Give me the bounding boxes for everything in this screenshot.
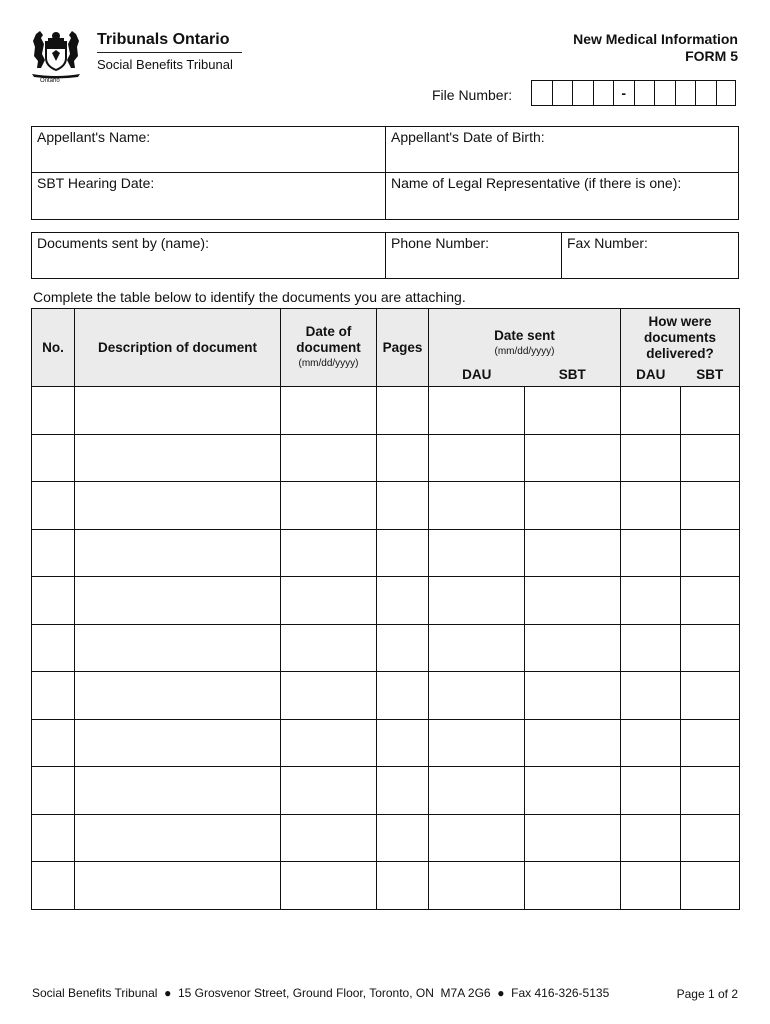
cell-delivered-dau[interactable] [621, 434, 681, 482]
file-number-box[interactable] [716, 80, 737, 106]
col-header-description: Description of document [75, 309, 281, 387]
form-title: New Medical Information [573, 31, 738, 47]
cell-delivered-dau[interactable] [621, 529, 681, 577]
cell-sent-sbt[interactable] [525, 624, 621, 672]
legal-rep-label: Name of Legal Representative (if there is one): [391, 175, 682, 191]
cell-sent-dau[interactable] [429, 672, 525, 720]
cell-pages[interactable] [377, 387, 429, 435]
cell-delivered-sbt[interactable] [681, 814, 740, 862]
cell-description[interactable] [75, 387, 281, 435]
cell-sent-sbt[interactable] [525, 434, 621, 482]
cell-pages[interactable] [377, 672, 429, 720]
file-number-box[interactable] [572, 80, 593, 106]
cell-date[interactable] [281, 434, 377, 482]
cell-pages[interactable] [377, 767, 429, 815]
cell-description[interactable] [75, 672, 281, 720]
fax-field[interactable] [562, 233, 738, 278]
file-number-box[interactable] [552, 80, 573, 106]
cell-delivered-sbt[interactable] [681, 434, 740, 482]
cell-date[interactable] [281, 387, 377, 435]
table-row [32, 482, 740, 530]
cell-sent-dau[interactable] [429, 862, 525, 910]
cell-sent-dau[interactable] [429, 719, 525, 767]
col-header-date-sent-label: Date sent [494, 327, 555, 343]
subheader-delivered-dau: DAU [621, 365, 681, 387]
cell-delivered-sbt[interactable] [681, 719, 740, 767]
cell-no[interactable] [32, 719, 75, 767]
cell-description[interactable] [75, 529, 281, 577]
legal-rep-field[interactable] [386, 173, 738, 219]
cell-pages[interactable] [377, 434, 429, 482]
cell-no[interactable] [32, 387, 75, 435]
footer-address: Social Benefits Tribunal ● 15 Grosvenor Street, Ground Floor, Toronto, ON M7A 2G6 ● Fax 416-326-5135 [32, 986, 610, 1000]
cell-sent-dau[interactable] [429, 624, 525, 672]
sent-by-field[interactable] [32, 233, 386, 278]
cell-date[interactable] [281, 624, 377, 672]
file-number-box[interactable] [675, 80, 696, 106]
cell-sent-sbt[interactable] [525, 862, 621, 910]
cell-description[interactable] [75, 624, 281, 672]
col-header-date-sent-format: (mm/dd/yyyy) [494, 345, 555, 357]
cell-delivered-sbt[interactable] [681, 482, 740, 530]
cell-pages[interactable] [377, 862, 429, 910]
cell-sent-dau[interactable] [429, 529, 525, 577]
cell-date[interactable] [281, 767, 377, 815]
hearing-date-label: SBT Hearing Date: [37, 175, 155, 191]
cell-sent-dau[interactable] [429, 577, 525, 625]
cell-date[interactable] [281, 529, 377, 577]
cell-description[interactable] [75, 862, 281, 910]
sent-by-label: Documents sent by (name): [37, 235, 209, 251]
cell-description[interactable] [75, 767, 281, 815]
cell-pages[interactable] [377, 529, 429, 577]
cell-delivered-dau[interactable] [621, 672, 681, 720]
table-row [32, 434, 740, 482]
col-header-date-sent [429, 309, 621, 365]
cell-delivered-dau[interactable] [621, 482, 681, 530]
cell-no[interactable] [32, 434, 75, 482]
cell-pages[interactable] [377, 624, 429, 672]
cell-sent-sbt[interactable] [525, 577, 621, 625]
file-number-separator: - [613, 80, 634, 106]
cell-sent-sbt[interactable] [525, 387, 621, 435]
cell-delivered-dau[interactable] [621, 862, 681, 910]
cell-pages[interactable] [377, 814, 429, 862]
ontario-coat-of-arms-logo [26, 28, 86, 86]
cell-date[interactable] [281, 577, 377, 625]
cell-sent-sbt[interactable] [525, 719, 621, 767]
file-number-box[interactable] [634, 80, 655, 106]
table-row [32, 814, 740, 862]
cell-sent-dau[interactable] [429, 767, 525, 815]
cell-date[interactable] [281, 719, 377, 767]
cell-delivered-sbt[interactable] [681, 672, 740, 720]
cell-sent-dau[interactable] [429, 482, 525, 530]
subheader-delivered-sbt: SBT [681, 365, 740, 387]
appellant-name-label: Appellant's Name: [37, 129, 151, 145]
cell-description[interactable] [75, 577, 281, 625]
cell-description[interactable] [75, 482, 281, 530]
cell-pages[interactable] [377, 482, 429, 530]
cell-no[interactable] [32, 814, 75, 862]
table-row [32, 529, 740, 577]
phone-label: Phone Number: [391, 235, 490, 251]
cell-description[interactable] [75, 814, 281, 862]
table-row [32, 387, 740, 435]
subheader-sent-dau: DAU [429, 365, 525, 387]
col-header-date-label: Date of document [296, 323, 361, 355]
cell-delivered-sbt[interactable] [681, 529, 740, 577]
form-title-block [573, 31, 738, 65]
cell-no[interactable] [32, 767, 75, 815]
cell-sent-sbt[interactable] [525, 814, 621, 862]
form-number: FORM 5 [685, 48, 738, 64]
cell-delivered-dau[interactable] [621, 767, 681, 815]
cell-delivered-sbt[interactable] [681, 767, 740, 815]
cell-no[interactable] [32, 482, 75, 530]
table-instruction: Complete the table below to identify the documents you are attaching. [33, 289, 466, 305]
cell-no[interactable] [32, 624, 75, 672]
cell-delivered-sbt[interactable] [681, 387, 740, 435]
hearing-date-field[interactable] [32, 173, 386, 219]
cell-no[interactable] [32, 862, 75, 910]
cell-sent-dau[interactable] [429, 387, 525, 435]
appellant-name-field[interactable] [32, 127, 386, 173]
cell-pages[interactable] [377, 719, 429, 767]
cell-description[interactable] [75, 434, 281, 482]
subheader-sent-sbt: SBT [525, 365, 621, 387]
cell-delivered-dau[interactable] [621, 719, 681, 767]
table-row [32, 672, 740, 720]
cell-delivered-dau[interactable] [621, 624, 681, 672]
appellant-dob-field[interactable] [386, 127, 738, 173]
cell-date[interactable] [281, 862, 377, 910]
file-number-box[interactable] [531, 80, 552, 106]
footer-page-number: Page 1 of 2 [676, 987, 738, 1001]
cell-delivered-dau[interactable] [621, 814, 681, 862]
logo-caption: Ontario [40, 78, 60, 84]
table-row [32, 862, 740, 910]
cell-sent-sbt[interactable] [525, 482, 621, 530]
org-title: Tribunals Ontario [97, 31, 230, 48]
appellant-dob-label: Appellant's Date of Birth: [391, 129, 545, 145]
col-header-pages: Pages [377, 309, 429, 387]
phone-field[interactable] [386, 233, 562, 278]
cell-delivered-sbt[interactable] [681, 577, 740, 625]
file-number-label: File Number: [432, 87, 513, 103]
cell-date[interactable] [281, 814, 377, 862]
file-number-box[interactable] [695, 80, 716, 106]
file-number-box[interactable] [654, 80, 675, 106]
cell-date[interactable] [281, 482, 377, 530]
cell-delivered-sbt[interactable] [681, 862, 740, 910]
col-header-no: No. [32, 309, 75, 387]
cell-delivered-dau[interactable] [621, 577, 681, 625]
file-number-box[interactable] [593, 80, 614, 106]
table-row [32, 577, 740, 625]
cell-no[interactable] [32, 577, 75, 625]
col-header-delivered: How were documents delivered? [621, 309, 740, 365]
cell-delivered-dau[interactable] [621, 387, 681, 435]
appellant-info-box [31, 126, 739, 220]
col-header-date-format: (mm/dd/yyyy) [298, 357, 359, 369]
cell-no[interactable] [32, 529, 75, 577]
cell-pages[interactable] [377, 577, 429, 625]
cell-delivered-sbt[interactable] [681, 624, 740, 672]
fax-label: Fax Number: [567, 235, 648, 251]
cell-no[interactable] [32, 672, 75, 720]
cell-sent-sbt[interactable] [525, 529, 621, 577]
org-title-rule [97, 52, 242, 53]
sender-info-box [31, 232, 739, 279]
org-subtitle: Social Benefits Tribunal [97, 57, 233, 72]
documents-table [31, 308, 740, 910]
cell-sent-sbt[interactable] [525, 672, 621, 720]
col-header-date [281, 309, 377, 387]
cell-sent-sbt[interactable] [525, 767, 621, 815]
cell-date[interactable] [281, 672, 377, 720]
table-row [32, 767, 740, 815]
cell-description[interactable] [75, 719, 281, 767]
cell-sent-dau[interactable] [429, 814, 525, 862]
table-row [32, 719, 740, 767]
cell-sent-dau[interactable] [429, 434, 525, 482]
table-row [32, 624, 740, 672]
file-number-field[interactable] [531, 80, 736, 106]
